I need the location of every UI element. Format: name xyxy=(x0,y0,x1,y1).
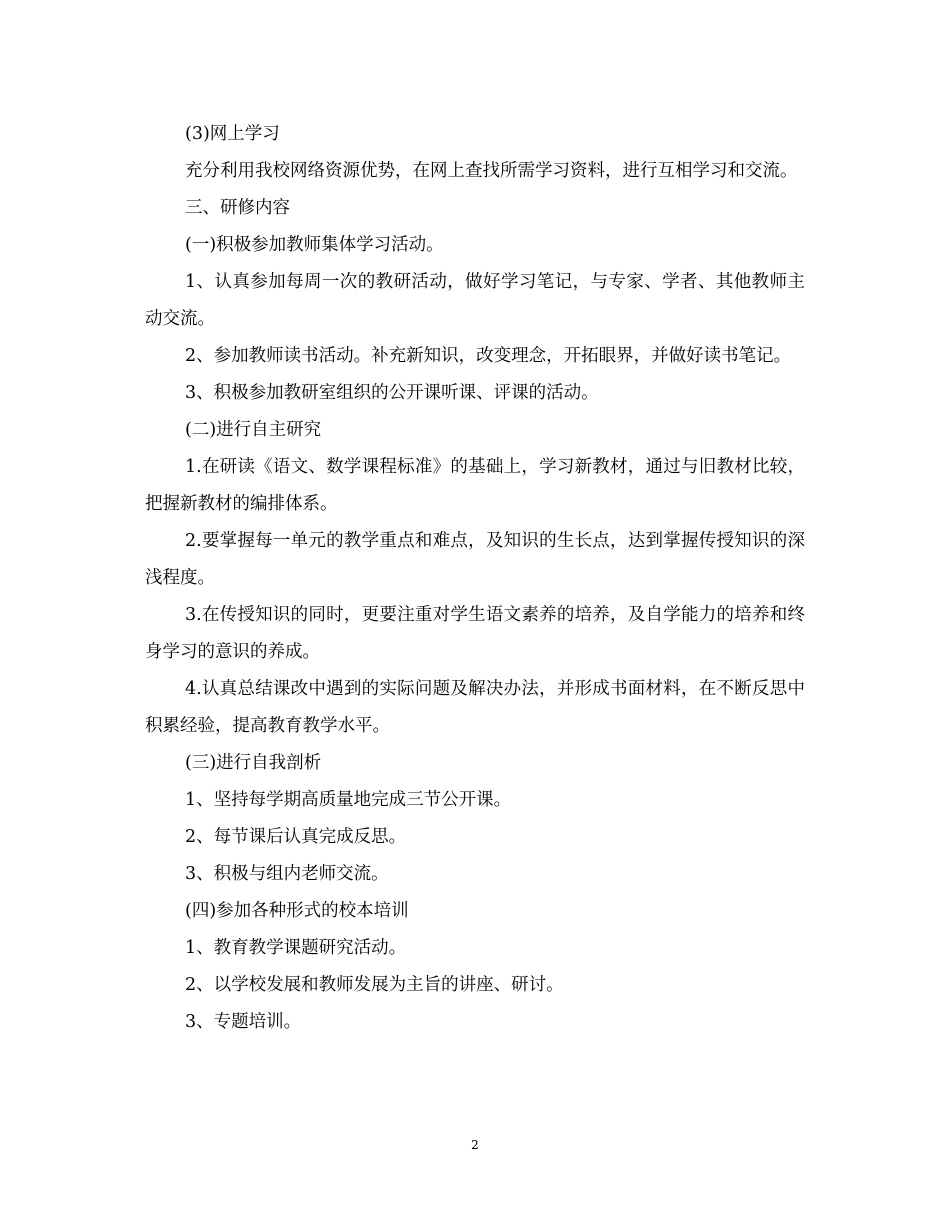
paragraph: 3.在传授知识的同时，更要注重对学生语文素养的培养，及自学能力的培养和终身学习的意识的养成。 xyxy=(145,605,805,662)
page-number: 2 xyxy=(471,1138,479,1152)
paragraph: 2.要掌握每一单元的教学重点和难点，及知识的生长点，达到掌握传授知识的深浅程度。 xyxy=(145,531,805,588)
subsection-heading: (二)进行自主研究 xyxy=(185,420,322,440)
paragraph: 4.认真总结课改中遇到的实际问题及解决办法，并形成书面材料，在不断反思中积累经验，提高教育教学水平。 xyxy=(145,679,805,736)
document-body xyxy=(145,116,805,1041)
subsection-heading: (三)进行自我剖析 xyxy=(185,753,322,773)
paragraph: 1、认真参加每周一次的教研活动，做好学习笔记，与专家、学者、其他教师主动交流。 xyxy=(145,272,805,329)
paragraph: (3)网上学习 xyxy=(185,124,280,144)
paragraph: 2、每节课后认真完成反思。 xyxy=(185,827,407,847)
paragraph: 充分利用我校网络资源优势，在网上查找所需学习资料，进行互相学习和交流。 xyxy=(185,161,798,181)
paragraph: 3、积极参加教研室组织的公开课听课、评课的活动。 xyxy=(185,383,599,403)
subsection-heading: (一)积极参加教师集体学习活动。 xyxy=(185,235,444,255)
paragraph: 3、积极与组内老师交流。 xyxy=(185,864,389,884)
paragraph: 1、坚持每学期高质量地完成三节公开课。 xyxy=(185,790,512,810)
paragraph: 2、以学校发展和教师发展为主旨的讲座、研讨。 xyxy=(185,975,564,995)
subsection-heading: (四)参加各种形式的校本培训 xyxy=(185,901,409,921)
paragraph: 1.在研读《语文、数学课程标准》的基础上，学习新教材，通过与旧教材比较，把握新教材的编排体系。 xyxy=(145,457,805,514)
paragraph: 2、参加教师读书活动。补充新知识，改变理念，开拓眼界，并做好读书笔记。 xyxy=(185,346,792,366)
section-heading: 三、研修内容 xyxy=(185,198,290,218)
paragraph: 1、教育教学课题研究活动。 xyxy=(185,938,407,958)
paragraph: 3、专题培训。 xyxy=(185,1012,302,1032)
